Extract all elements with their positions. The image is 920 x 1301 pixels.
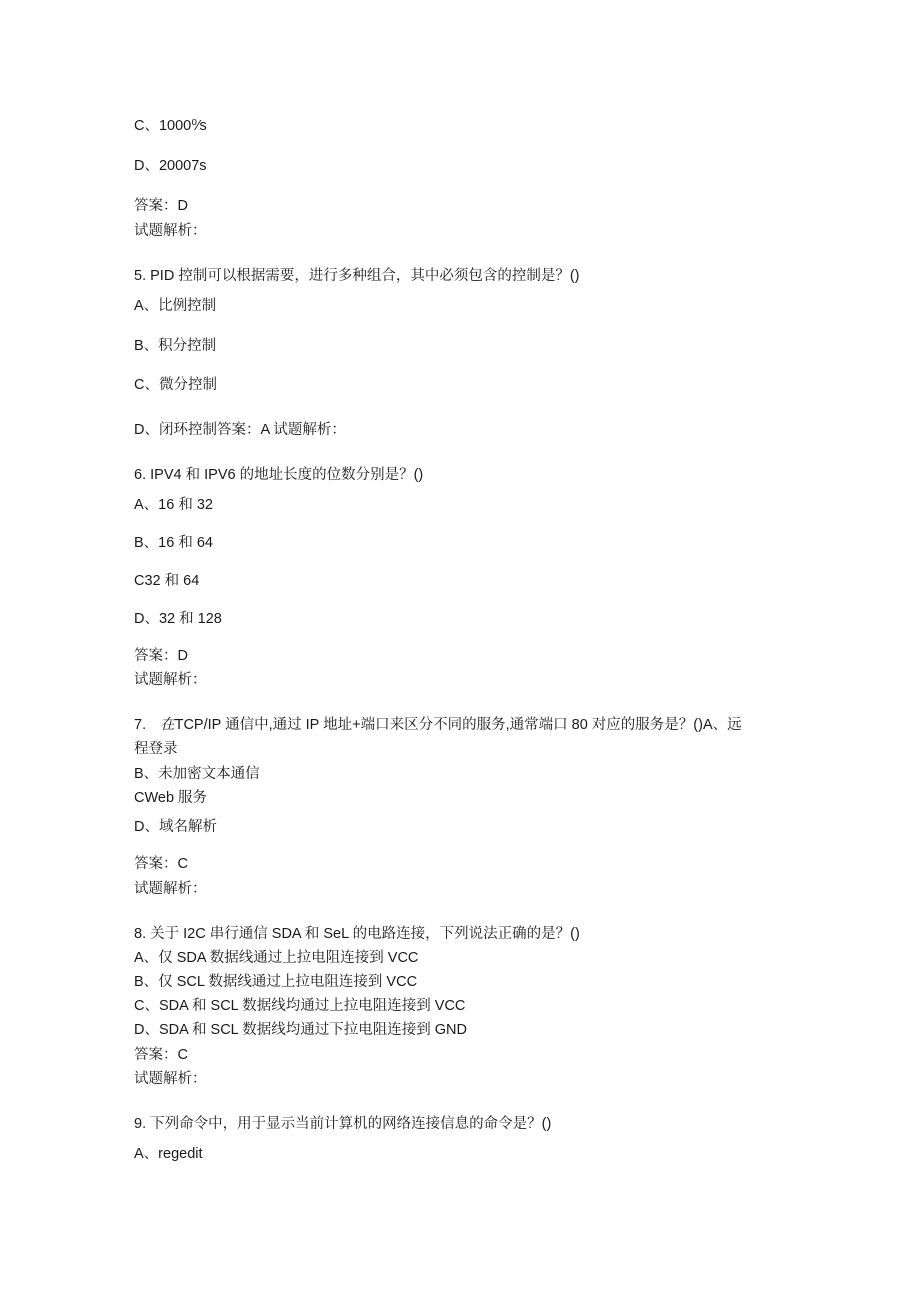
q5-option-a: A、比例控制 xyxy=(134,298,217,314)
q4-option-c: C、1000⁰⁄s xyxy=(134,118,207,134)
q7-analysis: 试题解析： xyxy=(134,881,207,897)
q8-option-c: C、SDA 和 SCL 数据线均通过上拉电阻连接到 VCC xyxy=(134,998,466,1014)
q4-answer: 答案：D xyxy=(134,198,188,214)
q9-question: 9. 下列命令中，用于显示当前计算机的网络连接信息的命令是？() xyxy=(134,1116,552,1132)
q8-question: 8. 关于 I2C 串行通信 SDA 和 SeL 的电路连接，下列说法正确的是？() xyxy=(134,926,580,942)
q7-option-b: B、未加密文本通信 xyxy=(134,766,260,782)
q6-option-c: C32 和 64 xyxy=(134,573,200,589)
q8-option-a: A、仅 SDA 数据线通过上拉电阻连接到 VCC xyxy=(134,950,419,966)
q7-question-rest: TCP/IP 通信中,通过 IP 地址+端口来区分不同的服务,通常端口 80 对应的服务是？()A、远 xyxy=(174,717,742,733)
q7-question xyxy=(134,715,742,735)
q7-option-c: CWeb 服务 xyxy=(134,790,208,806)
q7-question-wrap: 程登录 xyxy=(134,741,178,757)
q6-option-b: B、16 和 64 xyxy=(134,535,213,551)
q8-option-b: B、仅 SCL 数据线通过上拉电阻连接到 VCC xyxy=(134,974,418,990)
q6-analysis: 试题解析： xyxy=(134,672,207,688)
q5-question: 5. PID 控制可以根据需要，进行多种组合，其中必须包含的控制是？() xyxy=(134,268,580,284)
q6-answer: 答案：D xyxy=(134,648,188,664)
q6-option-a: A、16 和 32 xyxy=(134,497,213,513)
q5-option-b: B、积分控制 xyxy=(134,338,217,354)
q5-option-d-answer-analysis: D、闭环控制答案：A 试题解析： xyxy=(134,422,346,438)
q6-question: 6. IPV4 和 IPV6 的地址长度的位数分别是？() xyxy=(134,467,424,483)
q6-option-d: D、32 和 128 xyxy=(134,611,222,627)
q8-option-d: D、SDA 和 SCL 数据线均通过下拉电阻连接到 GND xyxy=(134,1022,467,1038)
q7-number: 7. xyxy=(134,717,147,733)
q8-answer: 答案：C xyxy=(134,1047,188,1063)
q8-analysis: 试题解析： xyxy=(134,1071,207,1087)
q4-option-d: D、20007s xyxy=(134,158,207,174)
q7-option-d: D、域名解析 xyxy=(134,819,217,835)
q9-option-a: A、regedit xyxy=(134,1146,203,1162)
q4-analysis: 试题解析： xyxy=(134,223,207,239)
q7-lead: 在 xyxy=(160,717,175,733)
q7-answer: 答案：C xyxy=(134,856,188,872)
q5-option-c: C、微分控制 xyxy=(134,377,217,393)
